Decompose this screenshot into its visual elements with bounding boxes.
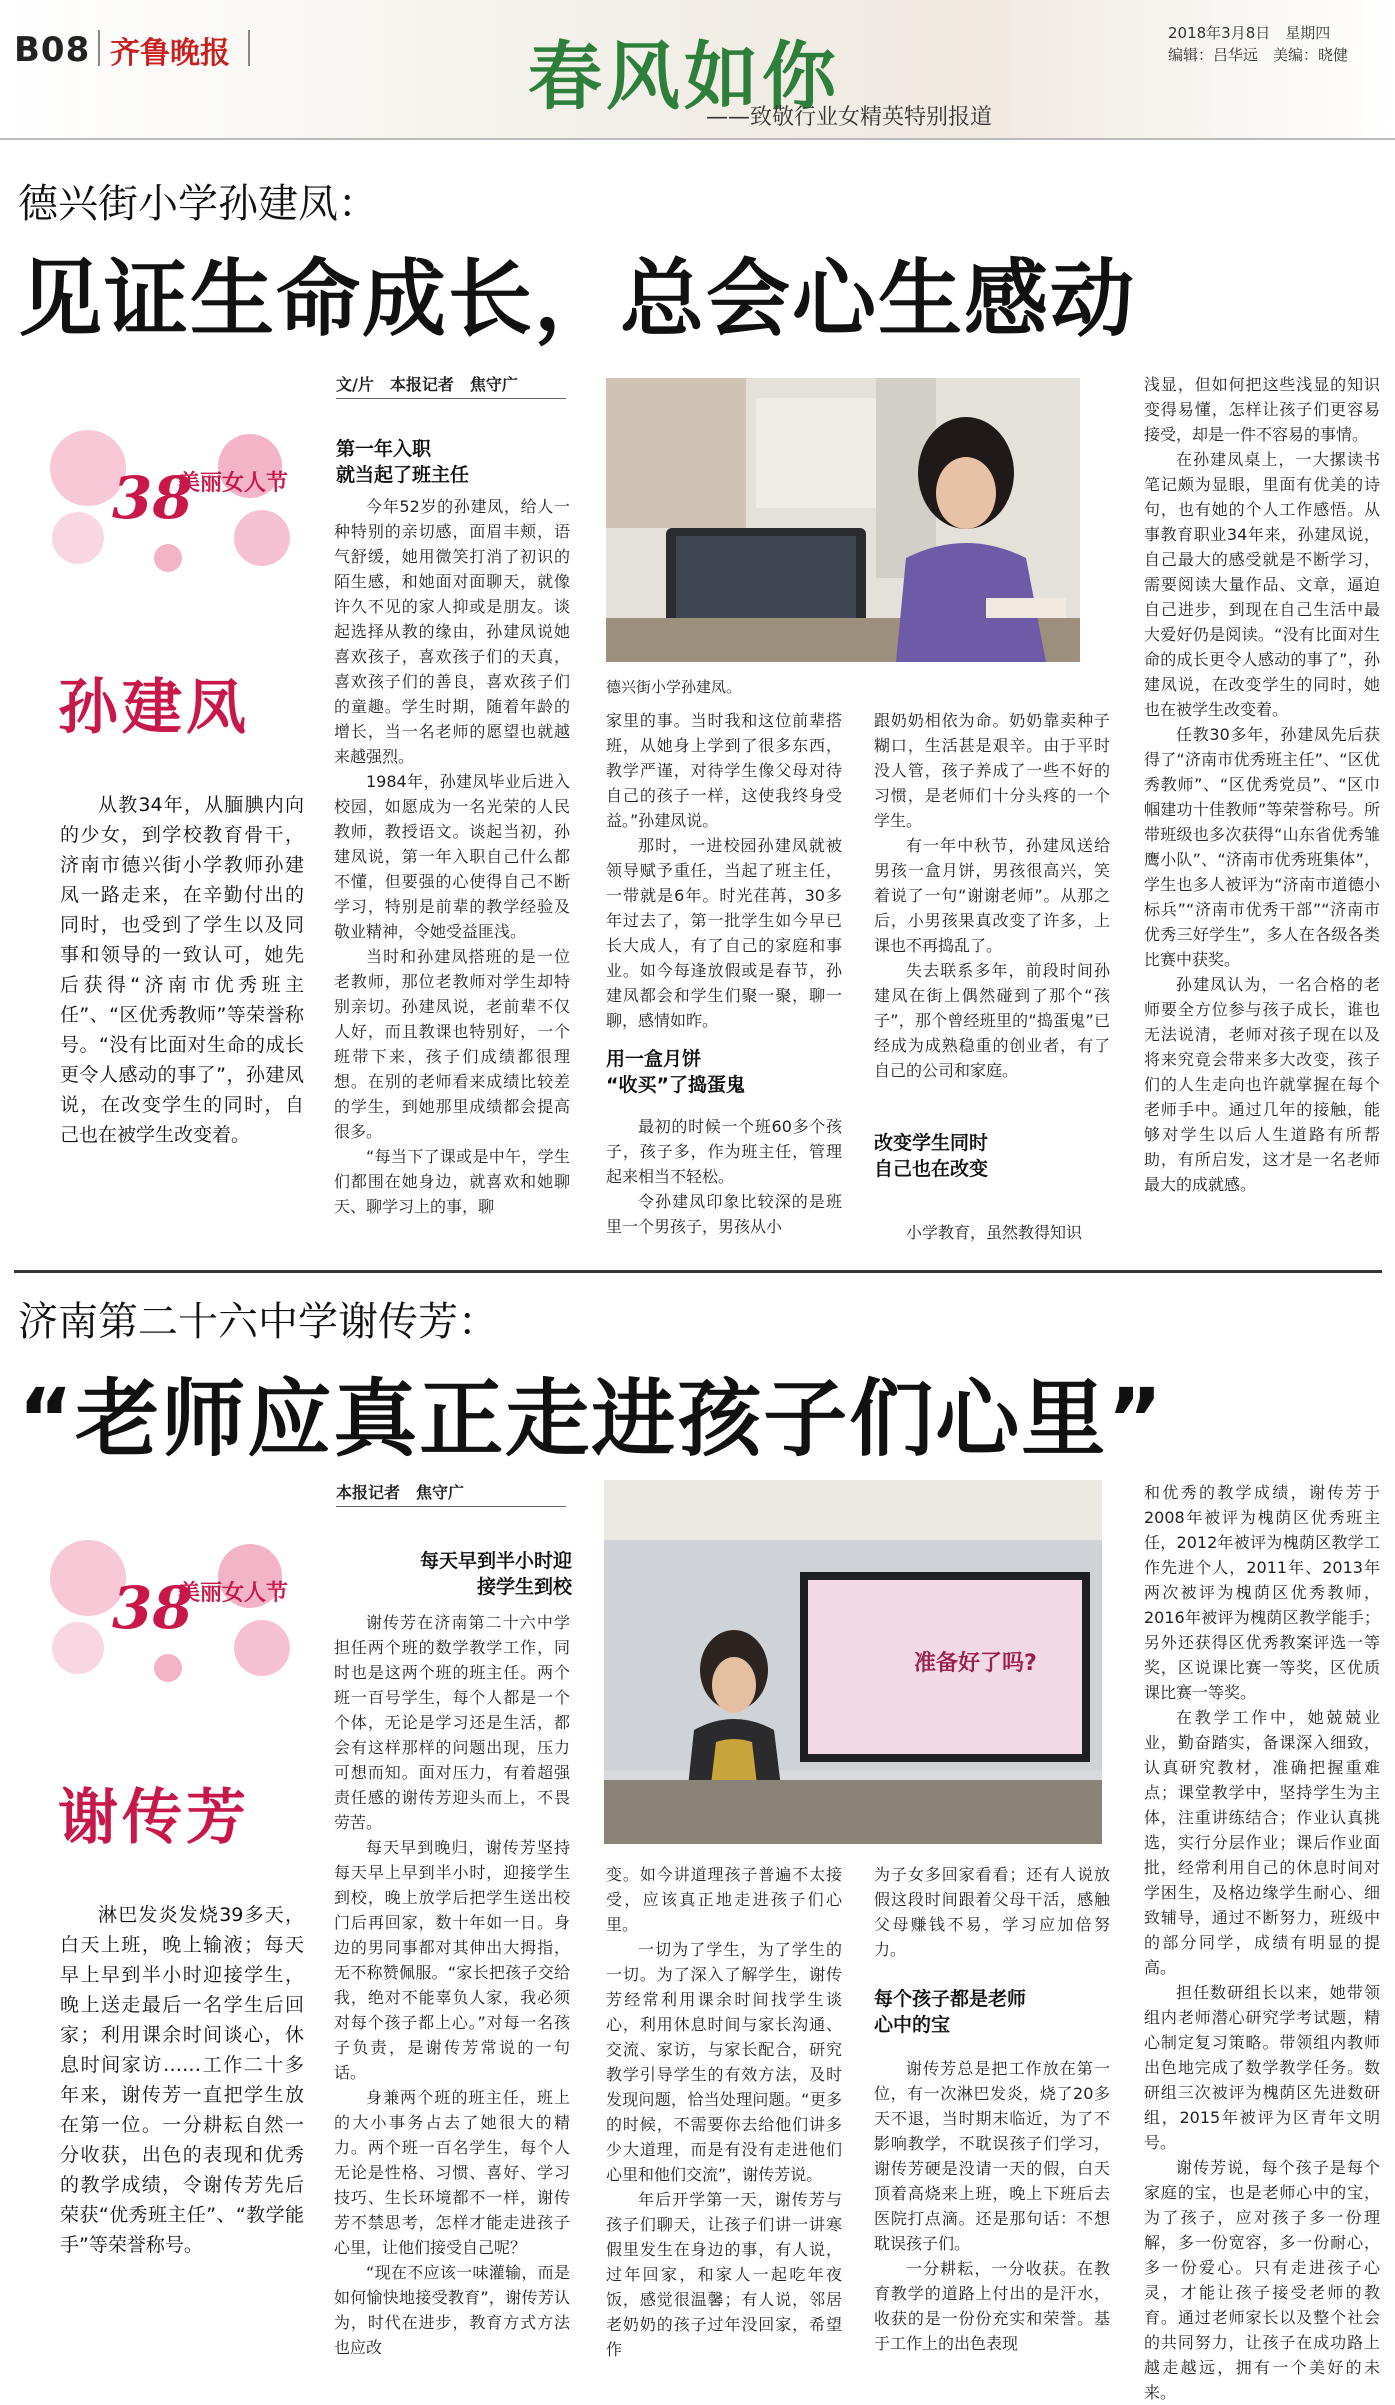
- paragraph: 跟奶奶相依为命。奶奶靠卖种子糊口，生活甚是艰辛。由于平时没人管，孩子养成了一些不好的习惯，是老师们十分头疼的一个学生。: [874, 711, 1110, 830]
- teacher-in-classroom-image: [604, 1480, 1102, 1844]
- article2-intro: [60, 1900, 304, 2320]
- paragraph: 年后开学第一天，谢传芳与孩子们聊天，让孩子们讲一讲寒假里发生在身边的事，有人说，过年回家，和家人一起吃年夜饭，感觉很温馨；有人说，邻居老奶奶的孩子过年没回家，希望作: [606, 2190, 842, 2359]
- paragraph: 有一年中秋节，孙建凤送给男孩一盒月饼，男孩很高兴，笑着说了一句“谢谢老师”。从那之后，小男孩果真改变了许多，上课也不再捣乱了。: [874, 836, 1110, 955]
- badge-text: 美丽女人节: [178, 1581, 289, 1606]
- article2-side-name: 谢传芳: [58, 1783, 250, 1853]
- article2-photo: [604, 1480, 1102, 1844]
- paragraph: 在教学工作中，她兢兢业业，勤奋踏实，备课深入细致，认真研究教材，准确把握重难点；课堂教学中，坚持学生为主体，注重讲练结合；作业认真挑选，实行分层作业；课后作业面批，经常利用自己的休息时间对学困生，及格边缘学生耐心、细致辅导，通过不断努力，班级中的部分同学，成绩有明显的提高。: [1144, 1708, 1380, 1977]
- article2-column-3: [874, 1862, 1110, 1964]
- paragraph: 小学教育，虽然教得知识: [906, 1223, 1083, 1242]
- article2-column-4: [1144, 1480, 1380, 2402]
- article1-headline: 见证生命成长，总会心生感动: [18, 250, 1137, 348]
- paragraph: 变。如今讲道理孩子普遍不太接受，应该真正地走进孩子们心里。: [606, 1865, 842, 1934]
- article1-byline: 文/片 本报记者 焦守广: [336, 372, 566, 399]
- paragraph: 为子女多回家看看；还有人说放假这段时间跟着父母干活，感触父母赚钱不易，学习应加倍努力。: [874, 1865, 1110, 1959]
- article1-subhead-3: 改变学生同时 自己也在改变: [874, 1132, 989, 1180]
- paragraph: 浅显，但如何把这些浅显的知识变得易懂，怎样让孩子们更容易接受，却是一件不容易的事情。: [1144, 375, 1380, 444]
- flower-badge-icon: [38, 408, 298, 578]
- paragraph: 最初的时候一个班60多个孩子，孩子多，作为班主任，管理起来相当不轻松。: [606, 1117, 842, 1186]
- flower-badge-icon: [38, 1518, 298, 1688]
- paragraph: 今年52岁的孙建凤，给人一种特别的亲切感，面眉丰颊，语气舒缓，她用微笑打消了初识的陌生感，和她面对面聊天，就像许久不见的家人抑或是朋友。谈起选择从教的缘由，孙建凤说她喜欢孩子，喜欢孩子们的天真，喜欢孩子们的善良，喜欢孩子们的童趣。学生时期，随着年龄的增长，当一名老师的愿望也就越来越强烈。: [334, 497, 570, 766]
- article2-subhead-1: 每天早到半小时迎 接学生到校: [419, 1550, 572, 1598]
- paper-name: 齐鲁晚报: [110, 36, 230, 71]
- divider: [98, 30, 100, 66]
- paragraph: “现在不应该一味灌输，而是如何愉快地接受教育”，谢传芳认为，时代在进步，教育方式方法也应改: [334, 2263, 570, 2357]
- article1-photo: [606, 378, 1080, 662]
- article2-column-1: [334, 1610, 570, 2390]
- article1-subhead-1: 第一年入职 就当起了班主任: [336, 438, 470, 486]
- paragraph: “每当下了课或是中午，学生们都围在她身边，就喜欢和她聊天、聊学习上的事，聊: [334, 1147, 570, 1216]
- banner-subtitle: ——致敬行业女精英特别报道: [706, 105, 993, 130]
- article1-intro-text: 从教34年，从腼腆内向的少女，到学校教育骨干，济南市德兴街小学教师孙建凤一路走来，在辛勤付出的同时，也受到了学生以及同事和领导的一致认可，她先后获得“济南市优秀班主任”、“区优秀教师”等荣誉称号。“没有比面对生命的成长更令人感动的事了”，孙建凤说，在改变学生的同时，自己也在被学生改变着。: [60, 794, 304, 1146]
- paragraph: 每天早到晚归，谢传芳坚持每天早上早到半小时，迎接学生到校，晚上放学后把学生送出校门后再回家，数十年如一日。身边的男同事都对其伸出大拇指，无不称赞佩服。“家长把孩子交给我，绝对不能辜负人家，我必须对每个孩子都上心。”对每一名孩子负责，是谢传芳常说的一句话。: [334, 1838, 570, 2082]
- paragraph: 家里的事。当时我和这位前辈搭班，从她身上学到了很多东西，教学严谨，对待学生像父母对待自己的孩子一样，这使我终身受益。”孙建凤说。: [606, 711, 842, 830]
- screen-text: 准备好了吗?: [914, 1651, 1037, 1676]
- paragraph: 孙建凤认为，一名合格的老师要全方位参与孩子成长，谁也无法说清，老师对孩子现在以及将来究竟会带来多大改变，孩子们的人生走向也许就掌握在每个老师手中。通过几年的接触，能够对学生以后人生道路有所帮助，有所启发，这才是一名老师最大的成就感。: [1144, 975, 1380, 1194]
- paragraph: 谢传芳总是把工作放在第一位，有一次淋巴发炎，烧了20多天不退，当时期末临近，为了不影响教学，不耽误孩子们学习，谢传芳硬是没请一天的假，白天顶着高烧来上班，晚上下班后去医院打点滴。还是那句话：不想耽误孩子们。: [874, 2059, 1110, 2253]
- paragraph: 任教30多年，孙建凤先后获得了“济南市优秀班主任”、“区优秀教师”、“区优秀党员”、“区巾帼建功十佳教师”等荣誉称号。所带班级也多次获得“山东省优秀雏鹰小队”、“济南市优秀班集体”，学生也多人被评为“济南市道德小标兵”“济南市优秀干部”“济南市优秀三好学生”，多人在各级各类比赛中获奖。: [1144, 725, 1380, 969]
- paragraph: 在孙建凤桌上，一大摞读书笔记颇为显眼，里面有优美的诗句，也有她的个人工作感悟。从事教育职业34年来，孙建凤说，自己最大的感受就是不断学习，需要阅读大量作品、文章，逼迫自己进步，到现在自己生活中最大爱好仍是阅读。“没有比面对生命的成长更令人感动的事了”，孙建凤说，在改变学生的同时，她也在被学生改变着。: [1144, 450, 1380, 719]
- article2-headline: “老师应真正走进孩子们心里”: [18, 1370, 1165, 1468]
- editor-line: 编辑：吕华远 美编：晓健: [1168, 46, 1349, 64]
- paragraph: 1984年，孙建凤毕业后进入校园，如愿成为一名光荣的人民教师，教授语文。谈起当初，孙建凤说，第一年入职自己什么都不懂，但要强的心使得自己不断学习，特别是前辈的教学经验及敬业精神，令她受益匪浅。: [334, 772, 570, 941]
- paragraph: 担任数研组长以来，她带领组内老师潜心研究学考试题，精心制定复习策略。带领组内教师出色地完成了数学教学任务。数研组三次被评为槐荫区先进数研组，2015年被评为区青年文明号。: [1144, 1983, 1380, 2152]
- paragraph: 谢传芳说，每个孩子是每个家庭的宝，也是老师心中的宝，为了孩子，应对孩子多一份理解，多一份宽容，多一份耐心，多一份爱心。只有走进孩子心灵，才能让孩子接受老师的教育。通过老师家长以及整个社会的共同努力，让孩子在成功路上越走越远，拥有一个美好的未来。: [1144, 2158, 1380, 2402]
- article1-column-3b: [874, 1220, 1110, 1250]
- article1-column-3: [874, 708, 1110, 1120]
- paragraph: 谢传芳在济南第二十六中学担任两个班的数学教学工作，同时也是这两个班的班主任。两个班一百号学生，每个人都是一个个体，无论是学习还是生活，都会有这样那样的问题出现，压力可想而知。面对压力，有着超强责任感的谢传芳迎头而上，不畏劳苦。: [334, 1613, 570, 1832]
- womens-day-badge: [38, 408, 298, 578]
- article1-photo-caption: 德兴街小学孙建凤。: [606, 678, 742, 696]
- paragraph: 和优秀的教学成绩，谢传芳于2008年被评为槐荫区优秀班主任，2012年被评为槐荫区教学工作先进个人，2011年、2013年两次被评为槐荫区优秀教师，2016年被评为槐荫区教学能手；另外还获得区优秀教案评选一等奖，区说课比赛一等奖，区优质课比赛一等奖。: [1144, 1483, 1380, 1702]
- article2-subhead-2: 每个孩子都是老师 心中的宝: [874, 1988, 1027, 2036]
- article1-subhead-2: 用一盒月饼 “收买”了捣蛋鬼: [606, 1048, 745, 1096]
- paragraph: 身兼两个班的班主任，班上的大小事务占去了她很大的精力。两个班一百名学生，每个人无论是性格、习惯、喜好、学习技巧、生长环境都不一样，谢传芳不禁思考，怎样才能走进孩子心里，让他们接受自己呢？: [334, 2088, 570, 2257]
- paragraph: 当时和孙建凤搭班的是一位老教师，那位老教师对学生却特别亲切。孙建凤说，老前辈不仅人好，而且教课也特别好，一个班带下来，孩子们成绩都很理想。在别的老师看来成绩比较差的学生，到她那里成绩都会提高很多。: [334, 947, 570, 1141]
- badge-text: 美丽女人节: [178, 471, 289, 496]
- womens-day-badge: [38, 1518, 298, 1688]
- divider: [248, 30, 250, 66]
- paragraph: 那时，一进校园孙建凤就被领导赋予重任，当起了班主任，一带就是6年。时光荏苒，30多年过去了，第一批学生如今早已长大成人，有了自己的家庭和事业。如今每逢放假或是春节，孙建凤都会和学生们聚一聚，聊一聊，感情如昨。: [606, 836, 842, 1030]
- page-number: B08: [14, 30, 91, 70]
- article1-intro: [60, 790, 304, 1150]
- badge-number: 38: [112, 1574, 193, 1642]
- paragraph: 一分耕耘，一分收获。在教育教学的道路上付出的是汗水，收获的是一份份充实和荣誉。基于工作上的出色表现: [874, 2259, 1110, 2353]
- article2-byline: 本报记者 焦守广: [336, 1480, 566, 1507]
- paragraph: 令孙建凤印象比较深的是班里一个男孩子，男孩从小: [606, 1192, 842, 1236]
- article1-column-2b: [606, 1114, 842, 1250]
- article1-side-name: 孙建凤: [58, 673, 250, 743]
- banner-title: 春风如你: [528, 34, 840, 120]
- date-line: 2018年3月8日 星期四: [1168, 24, 1331, 42]
- article2-intro-text: 淋巴发炎发烧39多天，白天上班，晚上输液；每天早上早到半小时迎接学生，晚上送走最后一名学生后回家；利用课余时间谈心，休息时间家访……工作二十多年来，谢传芳一直把学生放在第一位。一分耕耘自然一分收获，出色的表现和优秀的教学成绩，令谢传芳先后荣获“优秀班主任”、“教学能手”等荣誉称号。: [60, 1904, 304, 2256]
- paragraph: 一切为了学生，为了学生的一切。为了深入了解学生，谢传芳经常利用课余时间找学生谈心，利用休息时间与家长沟通、交流、家访，与家长配合，研究教学引导学生的有效方法，及时发现问题，恰当处理问题。“更多的时候，不需要你去给他们讲多少大道理，而是有没有走进他们心里和他们交流”，谢传芳说。: [606, 1940, 842, 2184]
- section-divider: [14, 1270, 1382, 1273]
- article1-kicker: 德兴街小学孙建凤：: [18, 181, 378, 227]
- article1-column-1: [334, 494, 570, 1250]
- article2-kicker: 济南第二十六中学谢传芳：: [18, 1299, 498, 1345]
- article1-column-2: [606, 708, 842, 1038]
- teacher-at-desk-image: [606, 378, 1080, 662]
- paragraph: 失去联系多年，前段时间孙建凤在街上偶然碰到了那个“孩子”，那个曾经班里的“捣蛋鬼”已经成为成熟稳重的创业者，有了自己的公司和家庭。: [874, 961, 1110, 1080]
- badge-number: 38: [112, 464, 193, 532]
- article2-column-2: [606, 1862, 842, 2382]
- article1-column-4: [1144, 372, 1380, 1252]
- article2-column-3b: [874, 2056, 1110, 2386]
